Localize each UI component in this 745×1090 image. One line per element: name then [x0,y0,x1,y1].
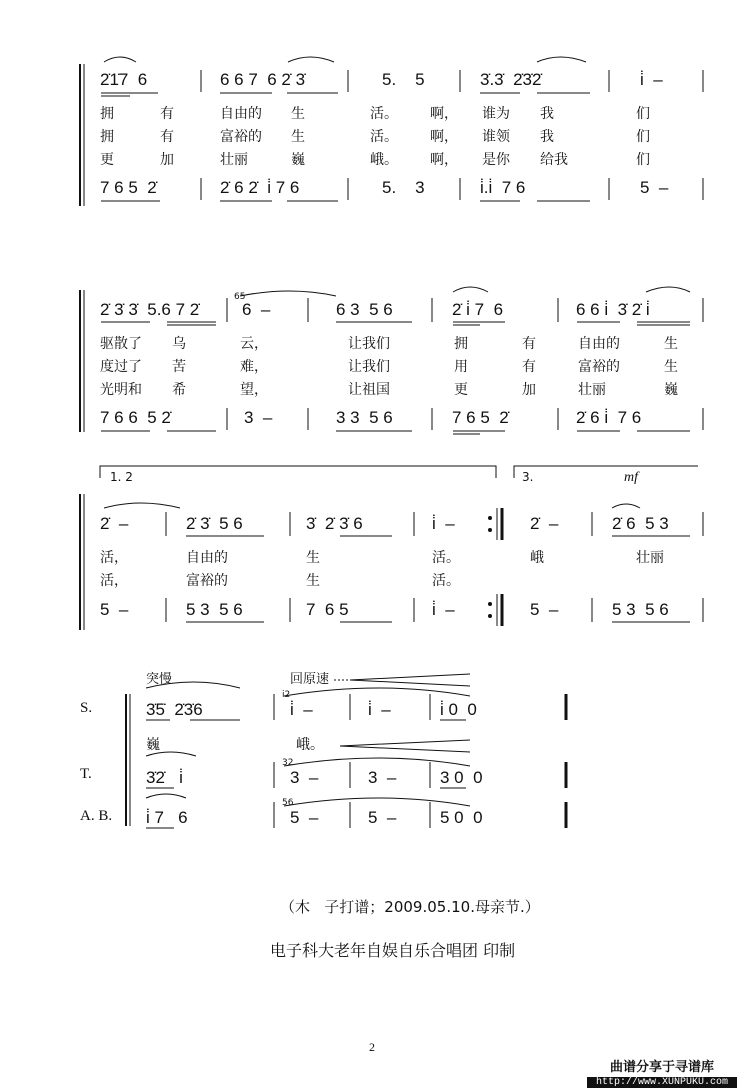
system2-lyric2-w2: 苦 [172,359,186,375]
system3-lower-bar5: 5 – [530,600,559,619]
system1-lyric2-w8: 我 [540,129,554,145]
system1-lyric3-w4: 巍 [291,152,305,168]
system2-lyric3-w2: 希 [172,382,186,398]
system1-lyric1-w8: 我 [540,106,554,122]
publisher-credit: 电子科大老年自娱自乐合唱团 印制 [270,941,516,960]
system2-lyric1-w3: 云， [240,336,268,352]
system1-lyric1-w5: 活。 [370,106,398,122]
system1-melody-bar4: 3̇.3̇ 2̇3̇2̇ [480,70,542,89]
system1-lyric2-w4: 生 [291,129,305,145]
tenor-bar3: 3 – [368,768,397,787]
system2-lyric2-w4: 让我们 [348,359,390,375]
system3-lyric1-w6: 壮丽 [636,550,664,566]
soprano-bar2: i̇ – [290,700,313,719]
system3-lyric1-w4: 活。 [432,550,460,566]
system1-lyric1-w2: 有 [160,106,174,122]
system2-lyric1-w6: 有 [522,336,536,352]
system2-lyric2-w7: 富裕的 [578,359,620,375]
system2-lyric3-w4: 让祖国 [348,382,390,398]
soprano-bar1: 3̇5̇ 2̇3̇6 [146,700,203,719]
site-watermark [587,1056,737,1086]
system2-lyric2-w1: 度过了 [100,359,142,375]
system1-lower-bar4: i̇.i̇ 7 6 [480,178,526,197]
part-label-alto-bass: A. B. [80,808,113,824]
system2-lyric1-w2: 乌 [172,336,186,352]
watermark-url: http://www.XUNPUKU.com [587,1077,737,1088]
system4-lyric-w2: 峨。 [296,737,324,753]
volta-ending-3: 3. [522,470,534,484]
system2-melody-bar5: 6 6 i̇ 3̇ 2̇ i̇ [576,300,650,319]
system1-lyric3-w1: 更 [100,152,114,168]
system1-lyric2-w7: 谁领 [482,129,510,145]
system1-lyric1-w9: 们 [636,106,650,122]
system2-melody-bar2: 6 – [242,300,271,319]
tenor-bar1: 3̇2̇ i̇ [146,768,183,787]
system1-lower-bar2: 2̇ 6 2̇ i̇ 7 6 [220,178,300,197]
system1-lyric1-w6: 啊， [430,106,458,122]
system2-grace-note: 65 [234,292,246,302]
system2-melody-bar1: 2̇ 3̇ 3̇ 5.6 7 2̇ [100,300,200,319]
system3-lyric1-w1: 活， [100,550,128,566]
system2-lower-bar4: 7 6 5 2̇ [452,408,509,427]
system3-melody-bar4: i̇ – [432,514,455,533]
soprano-bar4: i̇ 0 0 [440,700,477,719]
tenor-bar2: 3 – [290,768,319,787]
system3-lower-bar4: i̇ – [432,600,455,619]
system1-lyric3-w5: 峨。 [370,152,398,168]
system3-lower-bar3: 7 6 5 [306,600,349,619]
system1-lower-bar3: 5. 3 [382,178,425,197]
tenor-bar4: 3 0 0 [440,768,483,787]
tenor-grace-note: 32 [282,758,294,768]
system1-lower-bar5: 5 – [640,178,669,197]
system1-lyric3-w7: 是你 [482,152,510,168]
transcriber-credit: （木 子打谱；2009.05.10.母亲节.） [280,898,540,916]
soprano-bar3: i̇ – [368,700,391,719]
system1-lyric2-w1: 拥 [100,129,114,145]
system1-lyric1-w7: 谁为 [482,106,510,122]
altobass-bar3: 5 – [368,808,397,827]
system3-melody-bar2: 2̇ 3̇ 5 6 [186,514,243,533]
system1-lyric3-w8: 给我 [540,152,568,168]
system1-lyric3-w2: 加 [160,152,174,168]
page-number: 2 [369,1040,375,1054]
watermark-title: 曲谱分享于寻谱库 [609,1060,714,1075]
system1-lyric1-w3: 自由的 [220,106,262,122]
system2-lyric2-w3: 难， [240,359,268,375]
system2-lower-bar1: 7 6 6 5 2̇ [100,408,171,427]
system2-lyric3-w5: 更 [454,382,468,398]
system2-lyric3-w1: 光明和 [100,382,142,398]
system1-lyric2-w9: 们 [636,129,650,145]
soprano-grace-note: i2 [282,690,291,700]
system2-lyric3-w7: 壮丽 [578,382,606,398]
system3-melody-bar3: 3̇ 2̇ 3̇ 6 [306,514,363,533]
system2-melody-bar3: 6 3 5 6 [336,300,393,319]
system1-lyric3-w9: 们 [636,152,650,168]
system2-lyric1-w1: 驱散了 [100,336,142,352]
system3-lyric2-w4: 活。 [432,573,460,589]
system1-lyric2-w5: 活。 [370,129,398,145]
system3-lower-bar6: 5 3 5 6 [612,600,669,619]
dynamic-mf: mf [624,470,638,485]
system1-lyric2-w6: 啊， [430,129,458,145]
system1-lyric3-w3: 壮丽 [220,152,248,168]
system2-lyric3-w8: 巍 [664,382,678,398]
system2-lyric2-w8: 生 [664,359,678,375]
system3-lyric2-w2: 富裕的 [186,573,228,589]
altobass-grace-note: 56 [282,798,294,808]
system3-lower-bar1: 5 – [100,600,129,619]
system1-lyric3-w6: 啊， [430,152,458,168]
system3-melody-bar1: 2̇ – [100,514,129,533]
system3-lyric2-w3: 生 [306,573,320,589]
system3-lyric1-w2: 自由的 [186,550,228,566]
system1-melody-bar1: 2̇1̇7 6 [100,70,148,89]
system1-lyric1-w1: 拥 [100,106,114,122]
part-label-soprano: S. [80,700,93,716]
system3-lyric1-w3: 生 [306,550,320,566]
part-label-tenor: T. [80,766,92,782]
system1-lyric2-w2: 有 [160,129,174,145]
altobass-bar2: 5 – [290,808,319,827]
system2-lyric1-w8: 生 [664,336,678,352]
system3-melody-bar5: 2̇ – [530,514,559,533]
tempo-mark-a-tempo: 回原速 [290,672,330,687]
system2-lower-bar3: 3 3 5 6 [336,408,393,427]
system3-melody-bar6: 2̇ 6 5 3 [612,514,669,533]
system2-lyric1-w7: 自由的 [578,336,620,352]
system2-lyric2-w5: 用 [454,359,468,375]
system2-lower-bar2: 3 – [244,408,273,427]
system2-lyric1-w5: 拥 [454,336,468,352]
system1-lyric2-w3: 富裕的 [220,129,262,145]
system3-lower-bar2: 5 3 5 6 [186,600,243,619]
system2-lyric3-w3: 望， [240,382,268,398]
tempo-mark-sudden-slow: 突慢 [146,672,173,687]
system2-lyric3-w6: 加 [522,382,536,398]
system2-melody-bar4: 2̇ i̇ 7 6 [452,300,504,319]
system4-lyric-w1: 巍 [146,737,160,753]
system1-lower-bar1: 7 6 5 2̇ [100,178,157,197]
volta-ending-1-2: 1. 2 [110,470,133,484]
system1-melody-bar3: 5. 5 [382,70,425,89]
system2-lower-bar5: 2̇ 6 i̇ 7 6 [576,408,642,427]
system3-lyric1-w5: 峨 [530,550,544,566]
system2-lyric1-w4: 让我们 [348,336,390,352]
altobass-bar4: 5 0 0 [440,808,483,827]
system2-lyric2-w6: 有 [522,359,536,375]
altobass-bar1: i̇ 7 6 [146,808,188,827]
system3-lyric2-w1: 活， [100,573,128,589]
system1-melody-bar5: i̇ – [640,70,663,89]
system1-melody-bar2: 6 6 7 6 2̇ 3̇ [220,70,306,89]
system1-lyric1-w4: 生 [291,106,305,122]
